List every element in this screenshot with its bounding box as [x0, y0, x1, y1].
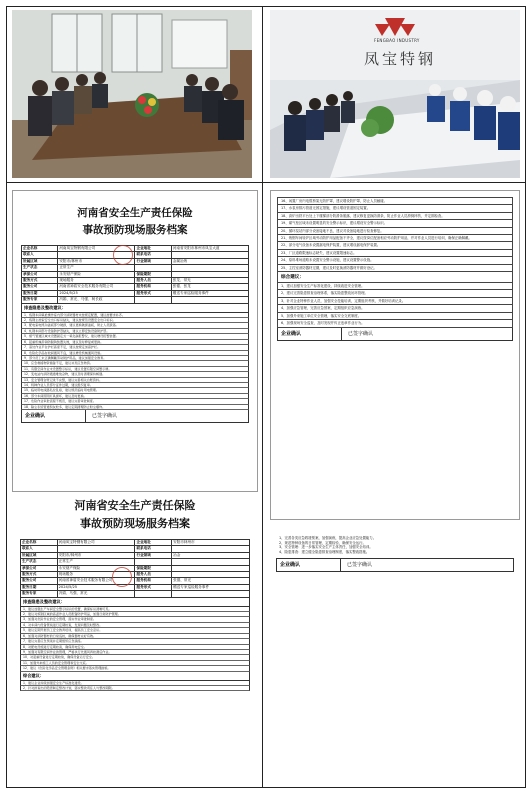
hazard-item: 1、炼钢车间氧枪操作室内部分消防器材未按规定配置，建议按要求补齐。 [21, 313, 249, 318]
service-record-page-4 [270, 530, 520, 610]
hazard-item: 4、轧钢车间部分设备防护罩缺失，建议立即安装设备防护罩。 [21, 329, 249, 334]
field-label: 服务专家 [22, 297, 58, 303]
page-title-line1: 河南省安全生产责任保险 [77, 207, 193, 219]
page-title-line1: 河南省安全生产责任保险 [74, 499, 196, 512]
banner-company-name: 凤宝特钢 [364, 50, 437, 68]
hazard-item: 2、炼钢主控室安全出口标识缺失，建议按规范设置安全出口标识。 [21, 318, 249, 323]
hazard-item: 25、主控室消防器材过期，建议及时更换消防器材并做好登记。 [277, 265, 513, 272]
field-value: 冶金 [172, 552, 250, 558]
row-divider [6, 182, 526, 183]
field-label: 服务日期 [21, 584, 58, 590]
field-value: 河南省安阳市林州市凤宝大道 [171, 246, 248, 252]
hazard-item: 19、煤气柜区域未设置明显的安全警示标识，建议增设安全警示标识。 [277, 220, 513, 227]
confirm-label: 企业确认 [278, 328, 342, 340]
field-value: 正常生产 [57, 559, 135, 565]
service-record-page-1 [12, 190, 258, 492]
hazard-item: 11、有限空间作业未设置警示标识，建议设置有限空间警示牌。 [21, 367, 249, 372]
hazard-item: 8、危险化学品存放间通风不良，建议增设机械通风设施。 [21, 351, 249, 356]
field-value: 2024/5/25 [58, 290, 135, 296]
field-label: 服务形式 [135, 290, 171, 296]
summary-item: 1、建议加强安全生产标准化建设，持续改进安全管理。 [277, 283, 513, 290]
summary-item: 4、加强应急管理，完善应急预案，定期组织应急演练。 [277, 305, 513, 312]
enterprise-confirm-row [276, 558, 514, 572]
hazard-item: 9、加强对有限空间作业的管理，严格执行先通风再检测后作业。 [20, 650, 250, 655]
field-label: 服务公司 [22, 284, 58, 290]
hazard-item: 18、高炉出铁平台处上下楼梯部分防滑条脱落，建议修复更换防滑条，防止作业人员滑倒摔伤，并定期检查。 [277, 213, 513, 220]
official-seal-icon [112, 567, 132, 587]
hazard-item: 7、高处作业平台护栏高度不足，建议按规定加高护栏。 [21, 345, 249, 350]
field-label: 服务方式 [22, 278, 58, 284]
hazard-item: 15、临时用电线路私拉乱接，建议规范临时用电管理。 [21, 388, 249, 393]
field-label: 联系电话 [135, 546, 172, 552]
field-label: 联系人 [21, 546, 58, 552]
field-value: 赠送专家巡检服务事件 [172, 584, 250, 590]
meeting-room-illustration [12, 10, 252, 178]
summary-item: 1、完善各类应急救援预案，加强演练，提高企业应急处置能力。 [279, 536, 377, 540]
fengbao-meeting-photo [270, 10, 520, 178]
field-label: 服务专家 [21, 591, 58, 597]
hazard-item: 4、对车间内设备管线进行定期检查，发现问题及时整改。 [20, 623, 250, 628]
field-label: 服务日期 [22, 290, 58, 296]
field-label: 保险期限 [135, 271, 171, 277]
meeting-room-photo [12, 10, 252, 178]
hazard-item: 10、对起重设备进行定期检验，确保设备运行安全。 [20, 655, 250, 660]
field-value [171, 297, 248, 303]
field-value: 河南省神盾安全技术服务有限公司 [58, 284, 135, 290]
service-record-page-2 [12, 495, 258, 787]
field-label: 服务方式 [21, 572, 58, 578]
hazard-item: 12、建议《危险化学品安全管理条例》相关要求落实管理措施。 [20, 666, 250, 671]
field-value: 2024/5/25 [57, 584, 135, 590]
field-label: 生产状态 [21, 559, 58, 565]
field-value: 永安财产保险 [58, 271, 135, 277]
field-value [172, 591, 250, 597]
hazard-item: 3、加强对危险作业的安全管理，落实作业审批制度。 [20, 617, 250, 622]
field-value: 现场服务 [58, 278, 135, 284]
field-label: 服务机构 [135, 284, 171, 290]
hazard-item: 7、建议完善应急预案并定期组织应急演练。 [20, 639, 250, 644]
page-title-line2: 事故预防现场服务档案 [82, 224, 188, 236]
field-value: 冯娟、常光、马强、柯长政 [58, 297, 135, 303]
field-label: 所属区域 [22, 258, 58, 264]
hazard-item: 8、对配电设施进行定期检查，确保用电安全。 [20, 645, 250, 650]
field-value: 金属冶炼 [171, 258, 248, 264]
summary-item: 5、加强外来施工单位安全管理，落实安全交底制度。 [277, 313, 513, 320]
field-value: 河南省神盾安全技术服务有限公司 [57, 578, 135, 584]
summary-item: 3、针对企业特种作业人员，加强安全技能培训，定期组织考核，并做好培训记录。 [277, 298, 513, 305]
hazard-item: 6、加强对消防器材的日常巡检，确保器材完好有效。 [20, 634, 250, 639]
field-value: 现场服务 [57, 572, 135, 578]
field-label: 服务公司 [21, 578, 58, 584]
confirm-value: 已签字确认 [92, 412, 118, 419]
field-label: 联系电话 [135, 252, 171, 258]
hazard-item: 6、起重机械吊钩防脱钩装置失效，建议及时修复或更换。 [21, 340, 249, 345]
confirm-value: 已签字确认 [347, 562, 373, 569]
field-label: 行业领域 [135, 258, 171, 264]
field-value: 安阳市/林州市 [58, 258, 135, 264]
info-row [21, 591, 250, 597]
field-value: 正常生产 [58, 265, 135, 271]
info-table [21, 245, 249, 304]
summary-item: 2、建议完善隐患排查治理体系，落实隐患整改闭环管理。 [277, 290, 513, 297]
hazard-section-title: 排查隐患及整改建议： [20, 598, 250, 607]
field-label: 联系人 [22, 252, 58, 258]
hazard-item: 12、变电站内消防通道堆放杂物，建议及时清理保持畅通。 [21, 372, 249, 377]
hazard-item: 20、循环泵站内部分设备接地不良，建议对设备接地进行检查修复。 [277, 228, 513, 235]
hazard-item: 23、厂区道路限速标志缺失，建议设置限速标志。 [277, 250, 513, 257]
field-value: 张德、常光 [172, 578, 250, 584]
enterprise-confirm-row [21, 410, 249, 423]
field-label: 所属区域 [21, 552, 58, 558]
official-seal-icon [113, 245, 133, 265]
field-label: 企业名称 [22, 246, 58, 252]
field-label: 服务人员 [135, 572, 172, 578]
banner-logo-text: FENGBAO INDUSTRY [374, 38, 420, 43]
summary-item: 4、隐患排查：建立健全隐患排查治理制度，落实整改措施。 [279, 549, 370, 554]
hazard-item: 24、原料堆场道路未设置安全警示设施，建议设置警示设施。 [277, 257, 513, 264]
field-value: 永安财产保险 [57, 565, 135, 571]
hazard-item: 14、特种作业人员部分证件过期，建议组织复审。 [21, 383, 249, 388]
confirm-value: 已签字确认 [348, 330, 374, 337]
field-value: 冯娟、马强、常光 [57, 591, 135, 597]
summary-section-title: 综合建议： [277, 272, 513, 283]
hazard-item: 3、配电室电缆沟盖板部分破损，建议更换破损盖板，防止人员跌落。 [21, 323, 249, 328]
hazard-item: 22、部分电气设备未设置漏电保护装置，建议增设漏电保护装置。 [277, 242, 513, 249]
hazard-item: 5、建议定期开展员工安全教育培训，提高员工安全意识。 [20, 628, 250, 633]
field-value: 安阳市/林州市 [57, 552, 135, 558]
field-label: 服务人员 [135, 278, 171, 284]
field-label: 企业地址 [135, 246, 171, 252]
hazard-item: 17、水泵房排污管道无固定措施，建议增设管道固定装置。 [277, 205, 513, 212]
summary-item: 2、规范特种设备的日常管理，定期检验，确保安全运行。 [279, 540, 366, 545]
hazard-item: 16、部分车间照明灯具损坏，建议及时更换。 [21, 394, 249, 399]
enterprise-confirm-row [277, 328, 513, 341]
summary-item: 2、针对排查出的隐患制定整改计划，落实整改责任人与整改期限。 [20, 686, 250, 691]
field-value: 赠送专家巡检服务事件 [171, 290, 248, 296]
hazard-item: 17、危险作业审批流程不规范，建议完善审批制度。 [21, 399, 249, 404]
hazard-item: 1、建议加强生产车间安全警示标识的设置，确保标识清晰可见。 [20, 607, 250, 612]
fengbao-meeting-illustration [270, 10, 520, 178]
confirm-label: 企业确认 [277, 559, 341, 571]
field-label: 承保公司 [21, 565, 58, 571]
field-label: 服务形式 [135, 584, 172, 590]
field-label [135, 297, 171, 303]
field-label: 行业领域 [135, 552, 172, 558]
service-record-page-3 [270, 190, 520, 520]
field-label: 企业地址 [135, 540, 172, 546]
confirm-label: 企业确认 [22, 410, 86, 422]
field-value: 张德、张龙 [171, 284, 248, 290]
info-row [22, 297, 249, 303]
hazard-item: 2、建议对炼钢区域的高温作业人员配备防护用品，加强日常防护管理。 [20, 612, 250, 617]
summary-item: 1、建议企业持续加强安全生产标准化建设。 [20, 681, 250, 686]
hazard-item: 21、炼钢车间转炉区域劳动防护用品配备不齐全，建议按岗位配备相应劳动防护用品，并对作业人员进行培训，确保正确佩戴。 [277, 235, 513, 242]
hazard-item: 11、加强外来施工人员的安全管理和安全交底。 [20, 661, 250, 666]
hazard-item: 10、应急救援物资储备不足，建议补充应急物资。 [21, 361, 249, 366]
field-label: 保险期限 [135, 565, 172, 571]
hazard-item: 16、闲置厂房内电缆桥架无防护罩，建议增设防护罩，防止人员触碰。 [277, 198, 513, 205]
field-label: 承保公司 [22, 271, 58, 277]
field-value: 河南凤宝特钢有限公司 [57, 540, 135, 546]
summary-item: 6、加强现场安全巡查，及时发现并纠正违章作业行为。 [277, 320, 513, 327]
field-value: 河南凤宝特钢有限公司 [58, 246, 135, 252]
info-table [20, 539, 250, 598]
column-divider [262, 6, 263, 788]
field-label [135, 591, 172, 597]
field-label: 生产状态 [22, 265, 58, 271]
summary-item: 3、安全管理：进一步落实安全生产主体责任，加强安全培训。 [279, 545, 373, 550]
field-label: 企业名称 [21, 540, 58, 546]
field-value: 张龙、常光 [171, 278, 248, 284]
field-label: 服务机构 [135, 578, 172, 584]
hazard-item: 18、除尘系统管道积灰较多，建议定期清理防止粉尘爆炸。 [21, 405, 249, 410]
summary-section-title: 综合建议： [20, 672, 250, 681]
hazard-item: 5、煤气管道区域未设置固定式一氧化碳报警仪，建议增设报警装置。 [21, 334, 249, 339]
hazard-item: 9、部分员工未正确佩戴劳动防护用品，建议加强安全教育。 [21, 356, 249, 361]
hazard-item: 13、安全管理台账记录不完整，建议完善相关台账资料。 [21, 378, 249, 383]
hazard-section-title: 排查隐患及整改建议： [21, 304, 249, 313]
page-title-line2: 事故预防现场服务档案 [80, 517, 190, 530]
field-value: 安阳市林州市 [172, 540, 250, 546]
